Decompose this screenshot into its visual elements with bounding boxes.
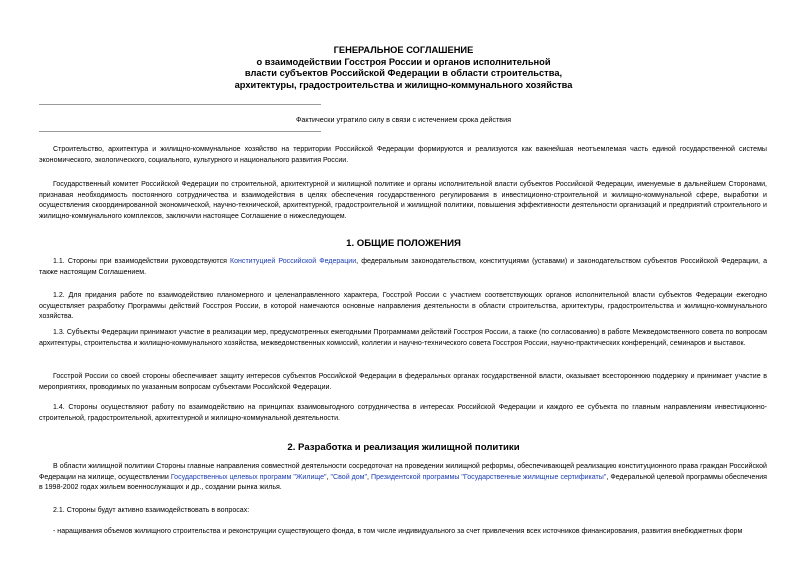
- section-heading: 1. ОБЩИЕ ПОЛОЖЕНИЯ: [346, 238, 461, 249]
- housing-certificates-program-link[interactable]: Президентской программы "Государственные жилищные сертификаты": [371, 473, 607, 481]
- paragraph-text: , федеральным законодательством, конституциями (уставами) и законодательством субъектов Российской Федерации, а также настоящим Соглашением.: [39, 258, 767, 276]
- document-title: [0, 45, 807, 91]
- paragraph-1-1: [39, 257, 767, 278]
- paragraph-1-2: 1.2. Для придания работе по взаимодействию планомерного и целенаправленного характера, Госстрой России с участием соответствующих органов исполнительной власти субъектов Федерации ежегодно осуществляет разработку Программы действий Госстроя России, в которой намечаются основные направления деятельности в области строительства, архитектуры, градостроительства и жилищно-коммунального хозяйства.: [39, 292, 767, 321]
- zhilische-program-link[interactable]: Государственных целевых программ "Жилище": [170, 473, 327, 481]
- paragraph-text: 1.1. Стороны при взаимодействии руководствуются: [53, 258, 231, 265]
- preamble-paragraph: Государственный комитет Российской Федерации по строительной, архитектурной и жилищной политике и органы исполнительной власти субъектов Российской Федерации, именуемые в дальнейшем Сторонами, признавая необходимость постоянного сотрудничества и взаимодействия в целях обеспечения государственного регулирования в инвестиционно-строительной и жилищно-коммунальной сфере, выработки и осуществления скоординированной экономической, научно-технической, архитектурной, градостроительной и жилищной политики, повышения эффективности деятельности организаций и предприятий строительного и жилищно-коммунального комплексов, заключили настоящее Соглашение о нижеследующем.: [39, 181, 767, 220]
- preamble-paragraph: Строительство, архитектура и жилищно-коммунальное хозяйство на территории Российской Федерации формируются и реализуются как важнейшая неотъемлемая часть единой государственной системы экономического, экологического, социального, культурного и национального развития России.: [39, 146, 767, 164]
- title-line: архитектуры, градостроительства и жилищно-коммунального хозяйства: [234, 79, 573, 90]
- status-note: Фактически утратило силу в связи с истечением срока действия: [295, 115, 512, 124]
- paragraph-text: , Федеральной целевой программы обеспечения в 1998-2002 годах жильем военнослужащих и др., создании рынка жилья.: [39, 473, 767, 492]
- section-heading: 2. Разработка и реализация жилищной политики: [287, 442, 520, 453]
- title-line: о взаимодействии Госстроя России и органов исполнительной: [256, 56, 551, 67]
- paragraph-text: В области жилищной политики Стороны главные направления совместной деятельности сосредоточат на проведении жилищной реформы, обеспечивающей реализацию конституционного права граждан Российской Федерации на жилище, осуществлении: [39, 463, 767, 481]
- paragraph-1-3: 1.3. Субъекты Федерации принимают участие в реализации мер, предусмотренных ежегодными Программами действий Госстроя России, а также (по согласованию) в работе Межведомственного совета по вопросам архитектуры, строительства и жилищно-коммунального хозяйства, межведомственных комиссий, коллегии и научно-технического совета Госстроя России, научно-практических конференций, семинаров и выставок.: [39, 329, 767, 347]
- title-line: власти субъектов Российской Федерации в области строительства,: [244, 68, 563, 78]
- paragraph-2-1a: - наращивания объемов жилищного строительства и реконструкции существующего фонда, в том числе индивидуального за счет привлечения всех источников финансирования, развития внебюджетных форм: [53, 528, 743, 535]
- divider: [39, 131, 321, 132]
- paragraph-2-1: 2.1. Стороны будут активно взаимодействовать в вопросах:: [53, 507, 250, 514]
- constitution-link[interactable]: Конституцией Российской Федерации: [230, 258, 357, 265]
- separator: ,: [326, 473, 331, 481]
- divider: [39, 104, 321, 105]
- paragraph-2-intro: [39, 462, 767, 494]
- paragraph-1-3b: Госстрой России со своей стороны обеспечивает защиту интересов субъектов Российской Федерации в федеральных органах государственной власти, оказывает всестороннюю поддержку и принимает участие в мероприятиях, проводимых по указанным вопросам субъектами Российской Федерации.: [39, 373, 767, 391]
- paragraph-1-4: 1.4. Стороны осуществляют работу по взаимодействию на принципах взаимовыгодного сотрудничества в интересах Российской Федерации и каждого ее субъекта по главным направлениям инвестиционно-строительной, градостроительной, архитектурной и жилищно-коммунальной деятельности.: [39, 404, 767, 422]
- svoy-dom-program-link[interactable]: "Свой дом": [330, 473, 368, 481]
- title-line: ГЕНЕРАЛЬНОЕ СОГЛАШЕНИЕ: [333, 45, 474, 55]
- separator: ,: [367, 473, 372, 481]
